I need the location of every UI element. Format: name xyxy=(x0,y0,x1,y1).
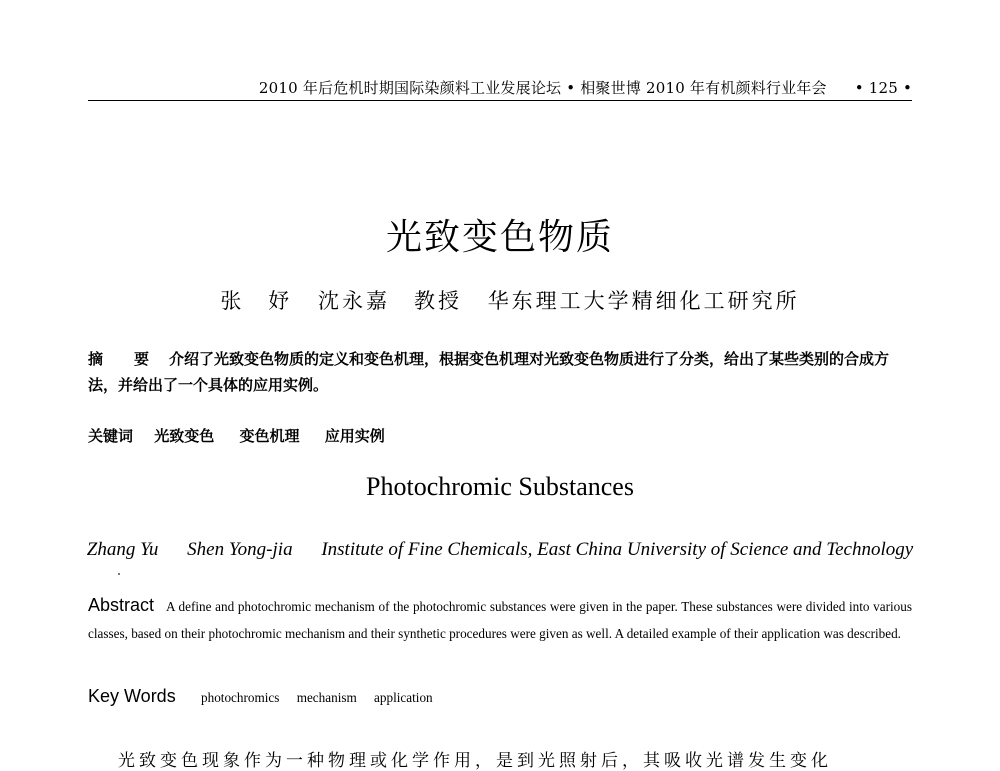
title-chinese: 光致变色物质 xyxy=(385,217,614,258)
keyword-en: application xyxy=(374,690,433,705)
body-text-start: 光致变色现象作为一种物理或化学作用，是到光照射后，其吸收光谱发生变化 xyxy=(118,751,832,771)
keywords-english xyxy=(88,682,912,712)
scan-dot xyxy=(118,573,120,575)
abstract-label-english: Abstract xyxy=(88,595,155,615)
abstract-text-chinese: 介绍了光致变色物质的定义和变色机理，根据变色机理对光致变色物质进行了分类，给出了某些类别的合成方法，并给出了一个具体的应用实例。 xyxy=(88,350,890,394)
keywords-chinese xyxy=(88,424,912,448)
keywords-label-english: Key Words xyxy=(88,686,176,706)
abstract-label-chinese: 摘 要 xyxy=(88,350,158,368)
author-name-en: Zhang Yu xyxy=(86,539,159,560)
authors-chinese xyxy=(0,286,1000,316)
keyword: 变色机理 xyxy=(239,427,300,445)
abstract-chinese xyxy=(88,346,912,398)
author-name-en: Shen Yong-jia xyxy=(187,539,293,560)
authors-english xyxy=(0,536,1000,564)
header-rule xyxy=(88,100,912,101)
author-affiliation: 华东理工大学精细化工研究所 xyxy=(487,289,800,313)
keyword: 应用实例 xyxy=(324,427,385,445)
running-header xyxy=(88,78,912,98)
author-name: 张 妤 xyxy=(220,289,293,313)
keyword: 光致变色 xyxy=(154,427,215,445)
title-english: Photochromic Substances xyxy=(366,472,634,501)
keywords-label-chinese: 关键词 xyxy=(88,427,134,445)
author-affiliation-en: Institute of Fine Chemicals, East China University of Science and Technology xyxy=(321,539,914,560)
keyword-en: photochromics xyxy=(201,690,280,705)
keyword-en: mechanism xyxy=(296,690,357,705)
author-name: 沈永嘉 教授 xyxy=(318,289,462,313)
running-title: 2010 年后危机时期国际染颜料工业发展论坛 • 相聚世博 2010 年有机颜料行业年会 xyxy=(258,79,827,97)
page-number: • 125 • xyxy=(854,79,912,97)
abstract-english xyxy=(88,592,912,647)
abstract-text-english: A define and photochromic mechanism of the photochromic substances were given in the paper. These substances were divided into various classes, based on their photochromic mechanism and their synthetic procedures were given as well. A detailed example of their application was described. xyxy=(88,599,912,641)
